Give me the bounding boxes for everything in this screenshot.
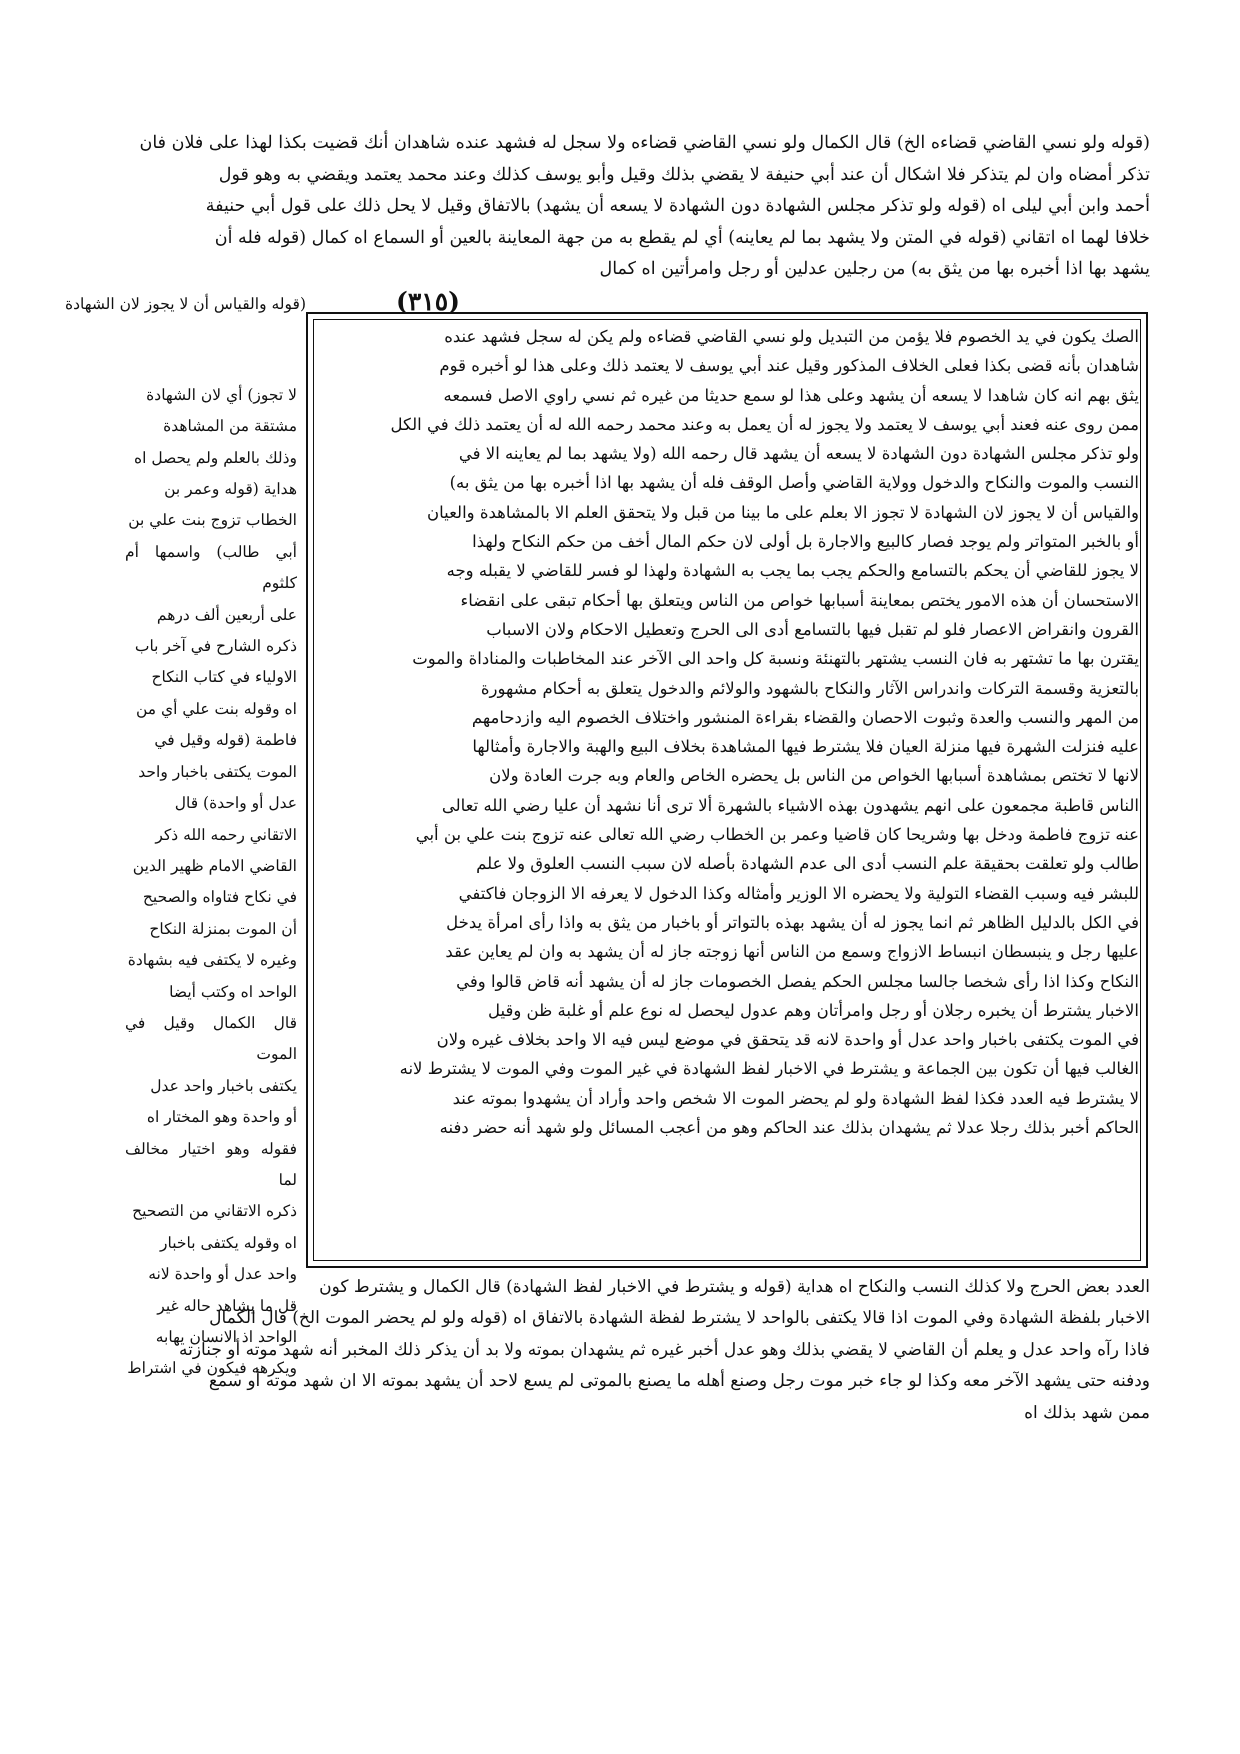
margin-commentary-text: لا تجوز) أي لان الشهادة مشتقة من المشاهدة وذلك بالعلم ولم يحصل اه هداية (قوله وعمر بن الخطاب تزوج بنت علي بن أبي طالب) واسمها أم كلثوم على أربعين ألف درهم ذكره الشارح في آخر باب الاولياء في كتاب النكاح اه وقوله بنت علي أي من فاطمة (قوله وقيل في الموت يكتفى باخبار واحد عدل أو واحدة) قال الاتقاني رحمه الله ذكر القاضي الامام ظهير الدين في نكاح فتاواه والصحيح أن الموت بمنزلة النكاح وغيره لا يكتفى فيه بشهادة الواحد اه وكتب أيضا قال الكمال وقيل في الموت يكتفى باخبار واحد عدل أو واحدة وهو المختار اه فقوله وهو اختيار مخالف لما ذكره الاتقاني من التصحيح اه وقوله يكتفى باخبار واحد عدل أو واحدة لانه قل ما يشاهد حاله غير الواحد اذ الانسان يهابه ويكرهه فيكون في اشتراط [125, 385, 297, 1378]
page-number: (٣١٥) [396, 287, 460, 316]
margin-commentary [64, 295, 306, 1416]
margin-commentary-head: (قوله والقياس أن لا يجوز لان الشهادة [64, 295, 306, 313]
main-text: الصك يكون في يد الخصوم فلا يؤمن من التبديل ولو نسي القاضي قضاءه ولم يكن له سجل فشهد عنده شاهدان بأنه قضى بكذا فعلى الخلاف المذكور وقيل عند أبي يوسف لا يعتمد ذلك وعلى هذا لو أخبره قوم يثق بهم انه كان شاهدا لا يسعه أن يشهد وعلى هذا لو سمع حديثا من غيره ثم نسي راوي الاصل فسمعه ممن روى عنه فعند أبي يوسف لا يعتمد ولا يجوز له أن يعمل به وعند محمد رحمه الله له أن يعتمد ذلك في الكل ولو تذكر مجلس الشهادة دون الشهادة لا يسعه أن يشهد قال رحمه الله (ولا يشهد بما لم يعاينه الا في النسب والموت والنكاح والدخول وولاية القاضي وأصل الوقف فله أن يشهد بها اذا أخبره بها من يثق به) والقياس أن لا يجوز لان الشهادة لا تجوز الا بعلم على ما بينا من قبل ولا يتحقق العلم الا بالمشاهدة والعيان أو بالخبر المتواتر ولم يوجد فصار كالبيع والاجارة بل أولى لان حكم المال أخف من حكم النكاح ولهذا لا يجوز للقاضي أن يحكم بالتسامع والحكم يجب بما يجب به الشهادة ولهذا لو فسر للقاضي لا يقبله وجه الاستحسان أن هذه الامور يختص بمعاينة أسبابها خواص من الناس ويتعلق بها أحكام تبقى على انقضاء القرون وانقراض الاعصار فلو لم تقبل فيها بالتسامع أدى الى الحرج وتعطيل الاحكام ولان الاسباب يقترن بها ما تشتهر به فان النسب يشتهر بالتهنئة ونسبة كل واحد الى الآخر عند المخاطبات والمناداة والموت بالتعزية وقسمة التركات واندراس الآثار والنكاح بالشهود والولائم والدخول يتعلق به أحكام مشهورة من المهر والنسب والعدة وثبوت الاحصان والقضاء بقراءة المنشور واختلاف الخصوم اليه وازدحامهم عليه فنزلت الشهرة فيها منزلة العيان فلا يشترط فيها المشاهدة بخلاف البيع والهبة والاجارة وأمثالها لانها لا تختص بمشاهدة أسبابها الخواص من الناس بل يحضره الخاص والعام وبه جرت العادة ولان الناس قاطبة مجمعون على انهم يشهدون بهذه الاشياء بالشهرة ألا ترى أنا نشهد أن عليا رضي الله تعالى عنه تزوج فاطمة ودخل بها وشريحا كان قاضيا وعمر بن الخطاب رضي الله تعالى عنه تزوج بنت علي بن أبي طالب ولو تعلقت بحقيقة علم النسب أدى الى عدم الشهادة بأصله لان سبب النسب العلوق ولا علم للبشر فيه وسبب القضاء التولية ولا يحضره الا الوزير وأمثاله وكذا الدخول لا يعرفه الا الزوجان فاكتفي في الكل بالدليل الظاهر ثم انما يجوز له أن يشهد بهذه بالتواتر أو باخبار من يثق به واذا رأى امرأة يدخل عليها رجل و ينبسطان انبساط الازواج وسمع من الناس أنها زوجته جاز له أن يشهد به وان لم يعاين عقد النكاح وكذا اذا رأى شخصا جالسا مجلس الحكم يفصل الخصومات جاز له أن يشهد أنه قاض قالوا وفي الاخبار يشترط أن يخبره رجلان أو رجل وامرأتان وهم عدول ليحصل له نوع علم أو غلبة ظن وقيل في الموت يكتفى باخبار واحد عدل أو واحدة لانه قد يتحقق في موضع ليس فيه الا واحد بخلاف غيره ولان الغالب فيها أن تكون بين الجماعة و يشترط في الاخبار لفظ الشهادة في غير الموت وفي الموت لا يشترط لانه لا يشترط فيه العدد فكذا لفظ الشهادة ولو لم يحضر الموت الا شخص واحد وأراد أن يشهدوا بموته عند الحاكم أخبر بذلك رجلا عدلا ثم يشهدان بذلك عند الحاكم وهو من أعجب المسائل ولو شهد أنه حضر دفنه [390, 327, 1139, 1138]
top-commentary: (قوله ولو نسي القاضي قضاءه الخ) قال الكمال ولو نسي القاضي قضاءه ولا سجل له فشهد عنده شاهدان أنك قضيت بكذا لهذا على فلان فان تذكر أمضاه وان لم يتذكر فلا اشكال أن عند أبي حنيفة لا يقضي بذلك وقيل وأبو يوسف كذلك وعند محمد يعتمد ويقضي به وهو قول أحمد وابن أبي ليلى اه (قوله ولو تذكر مجلس الشهادة دون الشهادة لا يسعه أن يشهد) بالاتفاق وقيل لا يحل ذلك على قول أبي حنيفة خلافا لهما اه اتقاني (قوله في المتن ولا يشهد بما لم يعاينه) أي لم يقطع به من جهة المعاينة بالعين أو السماع اه كمال (قوله فله أن يشهد بها اذا أخبره بها من يثق به) من رجلين عدلين أو رجل وامرأتين اه كمال [139, 133, 1150, 279]
bottom-commentary: العدد بعض الحرج ولا كذلك النسب والنكاح اه هداية (قوله و يشترط في الاخبار لفظ الشهادة) قال الكمال و يشترط كون الاخبار بلفظة الشهادة وفي الموت اذا قالا يكتفى بالواحد لا يشترط لفظة الشهادة بالاتفاق اه (قوله ولو لم يحضر الموت الخ) قال الكمال فاذا رآه واحد عدل و يعلم أن القاضي لا يقضي بذلك وهو عدل أخبر غيره ثم يشهدان بموته ولا بد أن يذكر ذلك المخبر أنه شهد موته أو جنازته ودفنه حتى يشهد الآخر معه وكذا لو جاء خبر موت رجل وصنع أهله ما يصنع بالموتى لم يسع لاحد أن يشهد بموته الا ان شهد موته أو سمع ممن شهد بذلك اه [178, 1277, 1150, 1423]
